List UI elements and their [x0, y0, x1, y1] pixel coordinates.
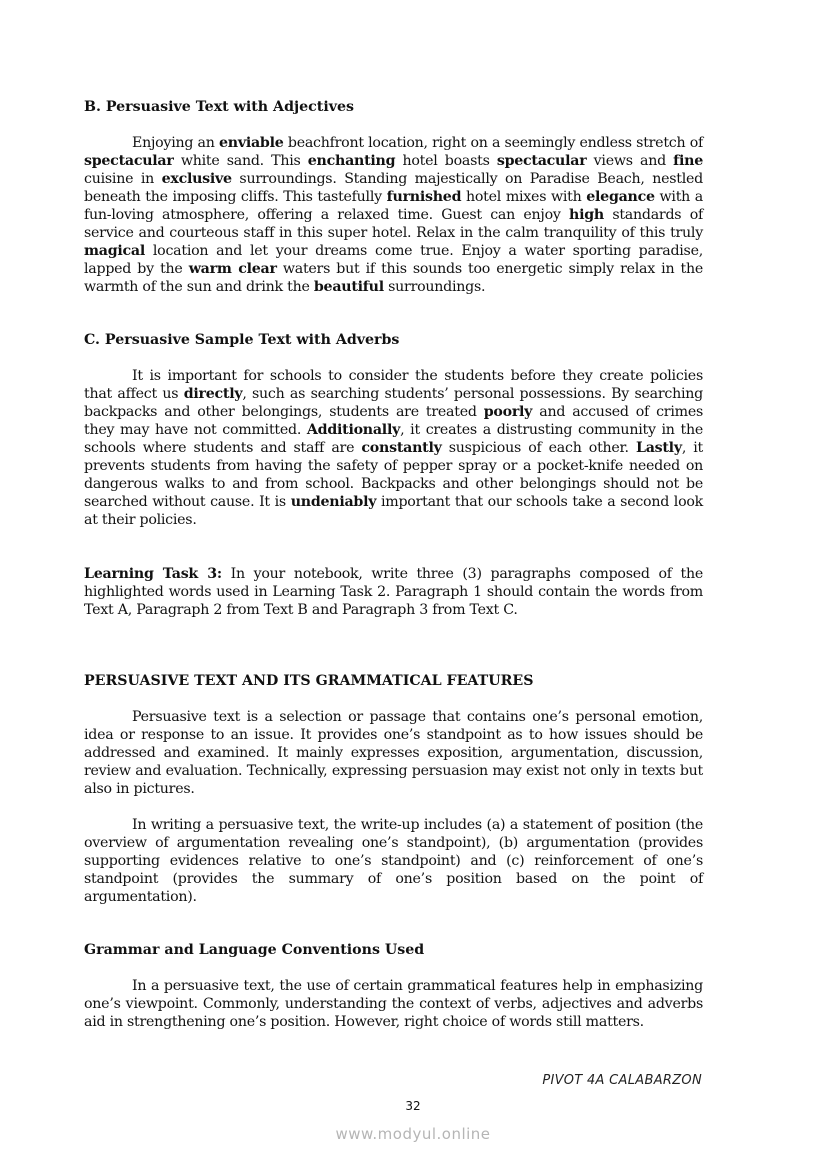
highlighted-word: poorly: [483, 404, 533, 420]
highlighted-word: Learning Task 3:: [84, 566, 222, 582]
highlighted-word: beautiful: [313, 279, 384, 295]
highlighted-word: Additionally: [306, 422, 401, 438]
text-run: waters but if this sounds too energetic simply relax in the warmth of the sun and drink the: [84, 261, 703, 295]
section-b-paragraph: [84, 134, 703, 296]
highlighted-word: magical: [84, 243, 145, 259]
text-run: suspicious of each other.: [441, 440, 636, 456]
grammatical-features-heading: PERSUASIVE TEXT AND ITS GRAMMATICAL FEATURES: [84, 673, 534, 689]
text-run: white sand. This: [173, 153, 308, 169]
highlighted-word: fine: [673, 153, 703, 169]
highlighted-word: enchanting: [307, 153, 396, 169]
text-run: It is important for schools to consider the students before they create policies that affect us: [84, 368, 703, 402]
highlighted-word: Lastly: [635, 440, 682, 456]
grammatical-features-paragraph-1: Persuasive text is a selection or passage that contains one’s personal emotion, idea or response to an issue. It provides one’s standpoint as to how issues should be addressed and examined. It mainly expresses exposition, argumentation, discussion, review and evaluation. Technically, expressing persuasion may exist not only in texts but also in pictures.: [84, 709, 703, 797]
text-run: In your notebook, write three (3) paragraphs composed of the highlighted words used in Learning Task 2. Paragraph 1 should contain the words from Text A, Paragraph 2 from Text B and Paragraph 3 from Text C.: [84, 566, 704, 618]
text-run: , it creates a distrusting community in the schools where students and staff are: [84, 422, 703, 456]
text-run: Enjoying an: [132, 135, 219, 151]
page-number: 32: [405, 1099, 421, 1113]
highlighted-word: elegance: [586, 189, 655, 205]
highlighted-word: furnished: [386, 189, 462, 205]
grammar-conventions-heading: Grammar and Language Conventions Used: [84, 942, 425, 958]
highlighted-word: undeniably: [290, 494, 377, 510]
highlighted-word: spectacular: [496, 153, 587, 169]
text-run: with a fun-loving atmosphere, offering a relaxed time. Guest can enjoy: [84, 189, 704, 223]
section-c-heading: C. Persuasive Sample Text with Adverbs: [84, 332, 400, 348]
text-run: location and let your dreams come true. Enjoy a water sporting paradise, lapped by the: [84, 243, 703, 277]
footer-brand: PIVOT 4A CALABARZON: [542, 1073, 702, 1088]
text-run: cuisine in: [84, 171, 162, 187]
watermark-link[interactable]: www.modyul.online: [335, 1125, 491, 1143]
text-run: surroundings.: [383, 279, 486, 295]
highlighted-word: spectacular: [84, 153, 174, 169]
highlighted-word: constantly: [361, 440, 442, 456]
highlighted-word: exclusive: [161, 171, 232, 187]
highlighted-word: high: [569, 207, 604, 223]
text-run: , it prevents students from having the safety of pepper spray or a pocket-knife needed on dangerous walks to and from school. Backpacks and other belongings should not be searched without cause. It is: [84, 440, 703, 510]
text-run: hotel boasts: [395, 153, 497, 169]
text-run: and accused of crimes they may have not committed.: [84, 404, 703, 438]
learning-task-3: [84, 565, 703, 619]
text-run: standards of service and courteous staff in this super hotel. Relax in the calm tranquility of this truly: [84, 207, 703, 241]
grammatical-features-paragraph-2: In writing a persuasive text, the write-up includes (a) a statement of position (the overview of argumentation revealing one’s standpoint), (b) argumentation (provides supporting evidences relative to one’s standpoint) and (c) reinforcement of one’s standpoint (provides the summary of one’s position based on the point of argumentation).: [84, 817, 703, 905]
highlighted-word: warm clear: [188, 261, 277, 277]
text-run: important that our schools take a second look at their policies.: [84, 494, 704, 528]
text-run: , such as searching students’ personal possessions. By searching backpacks and other belongings, students are treated: [84, 386, 703, 420]
highlighted-word: directly: [183, 386, 243, 402]
text-run: surroundings. Standing majestically on Paradise Beach, nestled beneath the imposing cliffs. This tastefully: [84, 171, 703, 205]
text-run: views and: [586, 153, 674, 169]
grammar-conventions-paragraph: In a persuasive text, the use of certain grammatical features help in emphasizing one’s viewpoint. Commonly, understanding the context of verbs, adjectives and adverbs aid in strengthening one’s position. However, right choice of words still matters.: [84, 978, 703, 1030]
highlighted-word: enviable: [219, 135, 284, 151]
text-run: hotel mixes with: [461, 189, 587, 205]
section-b-heading: B. Persuasive Text with Adjectives: [84, 99, 354, 115]
section-c-paragraph: [84, 367, 703, 529]
text-run: beachfront location, right on a seemingly endless stretch of: [283, 135, 704, 151]
